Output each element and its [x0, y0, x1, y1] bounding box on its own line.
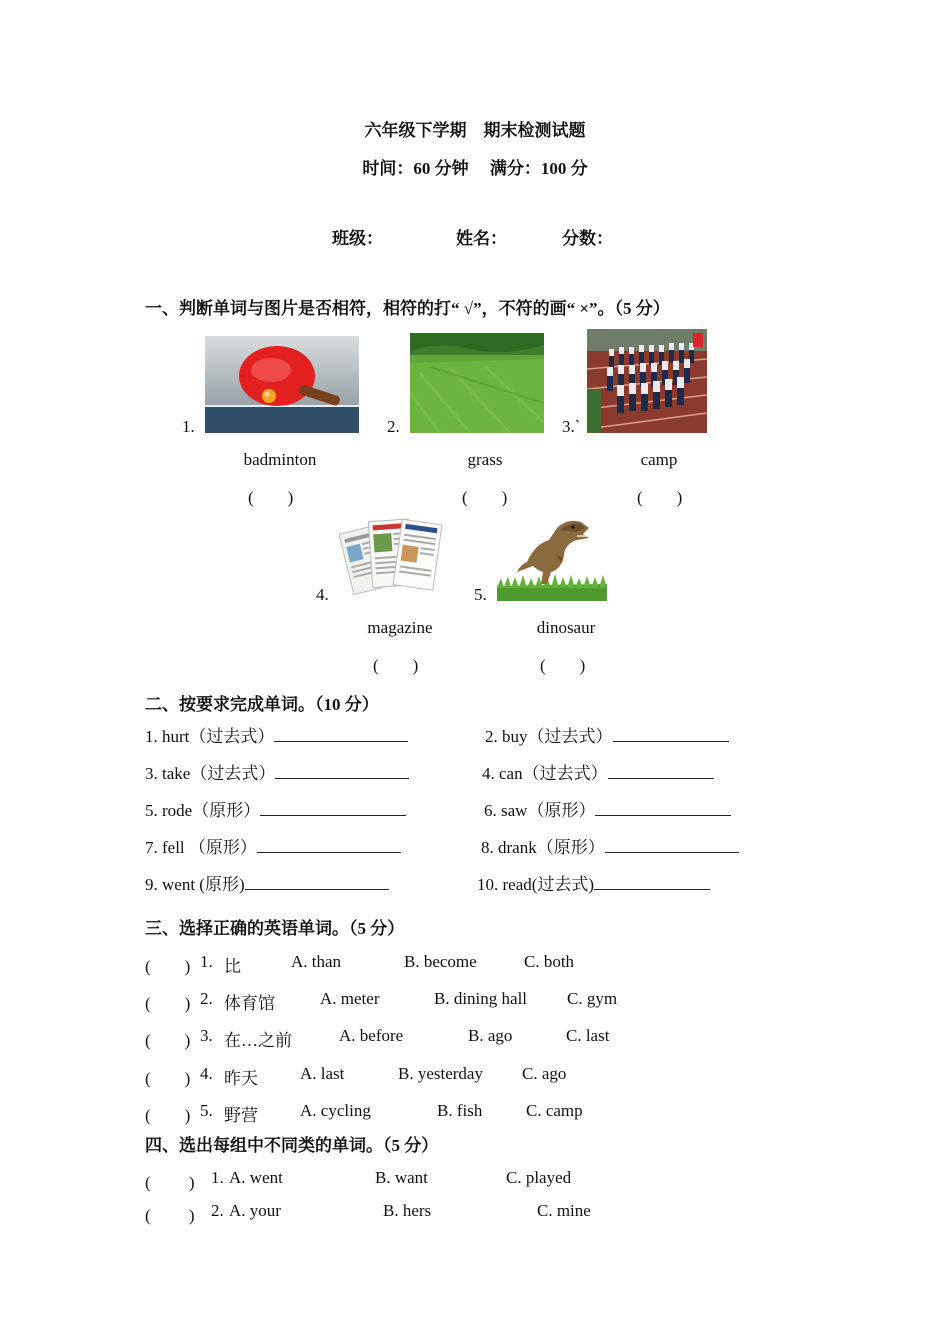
class-label: 班级： [332, 229, 383, 248]
choice-number: 1. [200, 952, 213, 971]
word-form-prompt: 5. rode（原形） [145, 801, 261, 820]
item1-answer-paren[interactable]: ( ) [248, 488, 294, 507]
choice-chinese: 比 [224, 957, 241, 976]
choice-paren[interactable]: ( ) [145, 1069, 191, 1088]
option-a[interactable]: A. than [291, 952, 342, 971]
word-form-item-1 [145, 722, 408, 747]
exam-time-score: 时间：60 分钟 满分：100 分 [362, 159, 588, 178]
section4-heading: 四、选出每组中不同类的单词。（5 分） [145, 1136, 439, 1155]
word-form-prompt: 7. fell （原形） [145, 838, 257, 857]
item2-number: 2. [387, 417, 400, 436]
word-form-item-3 [145, 759, 409, 784]
page-title: 六年级下学期 期末检测试题 [364, 121, 586, 140]
option-a[interactable]: A. cycling [300, 1101, 371, 1120]
parade-image [587, 329, 707, 433]
odd-one-number: 2. [211, 1201, 224, 1220]
item4-word: magazine [367, 618, 433, 637]
option-a[interactable]: A. went [229, 1168, 283, 1187]
choice-paren[interactable]: ( ) [145, 1031, 191, 1050]
word-form-item-8 [481, 833, 739, 858]
section2-heading: 二、按要求完成单词。（10 分） [145, 695, 379, 714]
score-label: 分数： [562, 229, 613, 248]
item5-word: dinosaur [536, 618, 596, 637]
choice-number: 2. [200, 989, 213, 1008]
table-tennis-image [205, 336, 359, 433]
item1-number: 1. [182, 417, 195, 436]
option-b[interactable]: B. want [375, 1168, 428, 1187]
odd-one-paren[interactable]: ( ) [145, 1173, 195, 1192]
newspapers-image [339, 514, 443, 600]
answer-blank[interactable] [608, 764, 714, 779]
odd-one-number: 1. [211, 1168, 224, 1187]
choice-chinese: 在…之前 [224, 1031, 292, 1050]
word-form-item-4 [482, 759, 714, 784]
dinosaur-image [497, 514, 607, 601]
option-c[interactable]: C. camp [526, 1101, 583, 1120]
item4-number: 4. [316, 585, 329, 604]
option-c[interactable]: C. ago [522, 1064, 567, 1083]
choice-paren[interactable]: ( ) [145, 957, 191, 976]
section1-heading: 一、判断单词与图片是否相符，相符的打“ √”，不符的画“ ×”。（5 分） [145, 299, 670, 318]
choice-chinese: 野营 [224, 1106, 258, 1125]
item2-answer-paren[interactable]: ( ) [462, 488, 508, 507]
word-form-item-9 [145, 870, 389, 895]
word-form-item-5 [145, 796, 406, 821]
choice-chinese: 体育馆 [224, 994, 275, 1013]
option-a[interactable]: A. before [339, 1026, 404, 1045]
section3-heading: 三、选择正确的英语单词。（5 分） [145, 919, 405, 938]
word-form-prompt: 9. went (原形) [145, 875, 245, 894]
word-form-prompt: 2. buy（过去式） [485, 727, 613, 746]
option-a[interactable]: A. meter [320, 989, 380, 1008]
odd-one-paren[interactable]: ( ) [145, 1206, 195, 1225]
option-b[interactable]: B. become [404, 952, 477, 971]
word-form-prompt: 1. hurt（过去式） [145, 727, 275, 746]
answer-blank[interactable] [613, 727, 729, 742]
choice-number: 3. [200, 1026, 213, 1045]
choice-chinese: 昨天 [224, 1069, 258, 1088]
item2-word: grass [467, 450, 503, 469]
option-b[interactable]: B. fish [437, 1101, 483, 1120]
word-form-prompt: 6. saw（原形） [484, 801, 596, 820]
option-b[interactable]: B. ago [468, 1026, 513, 1045]
item3-number: 3.` [562, 417, 581, 436]
choice-paren[interactable]: ( ) [145, 994, 191, 1013]
option-b[interactable]: B. yesterday [398, 1064, 483, 1083]
item5-number: 5. [474, 585, 487, 604]
answer-blank[interactable] [605, 838, 739, 853]
answer-blank[interactable] [275, 764, 409, 779]
name-label: 姓名： [456, 229, 507, 248]
item3-answer-paren[interactable]: ( ) [637, 488, 683, 507]
word-form-item-6 [484, 796, 731, 821]
item3-word: camp [640, 450, 678, 469]
option-c[interactable]: C. last [566, 1026, 610, 1045]
grass-image [410, 333, 544, 433]
option-a[interactable]: A. last [300, 1064, 345, 1083]
option-a[interactable]: A. your [229, 1201, 281, 1220]
word-form-prompt: 4. can（过去式） [482, 764, 608, 783]
answer-blank[interactable] [274, 727, 408, 742]
answer-blank[interactable] [594, 875, 710, 890]
choice-number: 4. [200, 1064, 213, 1083]
item1-word: badminton [243, 450, 317, 469]
item5-answer-paren[interactable]: ( ) [540, 656, 586, 675]
answer-blank[interactable] [260, 801, 406, 816]
word-form-item-7 [145, 833, 401, 858]
answer-blank[interactable] [595, 801, 731, 816]
choice-paren[interactable]: ( ) [145, 1106, 191, 1125]
word-form-prompt: 10. read(过去式) [477, 875, 595, 894]
word-form-item-2 [485, 722, 729, 747]
option-c[interactable]: C. mine [537, 1201, 591, 1220]
word-form-prompt: 8. drank（原形） [481, 838, 605, 857]
option-c[interactable]: C. played [506, 1168, 572, 1187]
choice-number: 5. [200, 1101, 213, 1120]
option-b[interactable]: B. hers [383, 1201, 432, 1220]
option-c[interactable]: C. gym [567, 989, 618, 1008]
answer-blank[interactable] [257, 838, 401, 853]
item4-answer-paren[interactable]: ( ) [373, 656, 419, 675]
word-form-prompt: 3. take（过去式） [145, 764, 276, 783]
option-b[interactable]: B. dining hall [434, 989, 528, 1008]
word-form-item-10 [477, 870, 710, 895]
answer-blank[interactable] [245, 875, 389, 890]
option-c[interactable]: C. both [524, 952, 575, 971]
